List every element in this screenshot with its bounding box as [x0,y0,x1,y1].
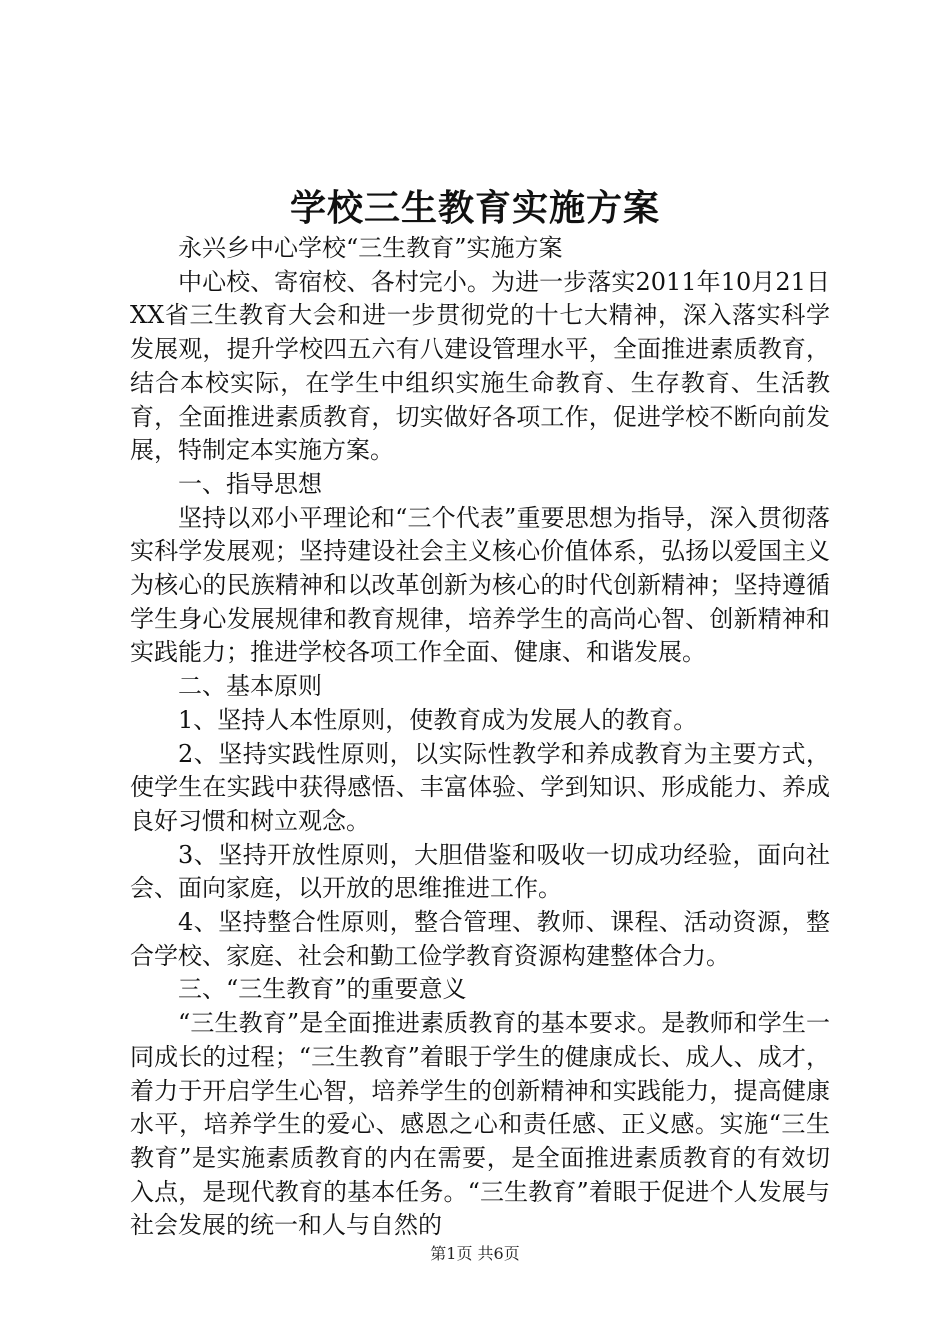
principle-item-3: 3、坚持开放性原则，大胆借鉴和吸收一切成功经验，面向社会、面向家庭，以开放的思维推进工作。 [130,840,830,903]
principle-item-1: 1、坚持人本性原则，使教育成为发展人的教育。 [178,705,698,734]
paragraph-intro: 中心校、寄宿校、各村完小。为进一步落实2011年10月21日XX省三生教育大会和进一步贯彻党的十七大精神，深入落实科学发展观，提升学校四五六有八建设管理水平，全面推进素质教育，结合本校实际，在学生中组织实施生命教育、生存教育、生活教育，全面推进素质教育，切实做好各项工作，促进学校不断向前发展，特制定本实施方案。 [130,267,830,465]
heading-basic-principles: 二、基本原则 [178,672,322,701]
paragraph-guiding-ideology: 坚持以邓小平理论和“三个代表”重要思想为指导，深入贯彻落实科学发展观；坚持建设社会主义核心价值体系，弘扬以爱国主义为核心的民族精神和以改革创新为核心的时代创新精神；坚持遵循学生身心发展规律和教育规律，培养学生的高尚心智、创新精神和实践能力；推进学校各项工作全面、健康、和谐发展。 [130,503,830,667]
principle-item-2: 2、坚持实践性原则，以实际性教学和养成教育为主要方式，使学生在实践中获得感悟、丰富体验、学到知识、形成能力、养成良好习惯和树立观念。 [130,739,830,835]
paragraph-subtitle: 永兴乡中心学校“三生教育”实施方案 [178,234,563,262]
document-body [130,232,830,1243]
paragraph-significance: “三生教育”是全面推进素质教育的基本要求。是教师和学生一同成长的过程；“三生教育”着眼于学生的健康成长、成人、成才，着力于开启学生心智，培养学生的创新精神和实践能力，提高健康水平，培养学生的爱心、感恩之心和责任感、正义感。实施“三生教育”是实施素质教育的内在需要，是全面推进素质教育的有效切入点，是现代教育的基本任务。“三生教育”着眼于促进个人发展与社会发展的统一和人与自然的 [130,1009,830,1240]
heading-guiding-ideology: 一、指导思想 [178,469,322,498]
page-title: 学校三生教育实施方案 [289,187,660,229]
page-footer: 第1页 共6页 [430,1244,520,1263]
heading-significance: 三、“三生教育”的重要意义 [178,975,467,1004]
principle-item-4: 4、坚持整合性原则，整合管理、教师、课程、活动资源，整合学校、家庭、社会和勤工俭学教育资源构建整体合力。 [130,908,830,970]
